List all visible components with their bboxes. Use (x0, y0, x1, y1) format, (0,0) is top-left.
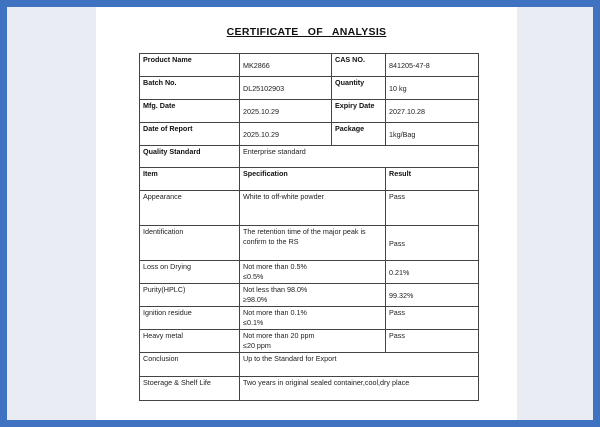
test-result: Pass (386, 330, 479, 353)
column-header-row (140, 168, 479, 191)
test-item: Loss on Drying (140, 261, 240, 284)
storage-label: Stoerage & Shelf Life (140, 377, 240, 401)
test-row (140, 191, 479, 226)
batch-no-label: Batch No. (140, 77, 240, 100)
info-row (140, 77, 479, 100)
test-specification (240, 307, 386, 330)
conclusion-row (140, 353, 479, 377)
expiry-date-value: 2027.10.28 (386, 100, 479, 123)
cas-no-label: CAS NO. (332, 54, 386, 77)
test-specification (240, 261, 386, 284)
specification-column-header: Specification (240, 168, 386, 191)
spec-text: Not more than 0.1% (243, 308, 307, 317)
test-row (140, 307, 479, 330)
mfg-date-value: 2025.10.29 (240, 100, 332, 123)
spec-text: Not more than 20 ppm (243, 331, 315, 340)
test-specification (240, 284, 386, 307)
spec-limit: ≤0.1% (243, 318, 264, 327)
test-row (140, 261, 479, 284)
expiry-date-label: Expiry Date (332, 100, 386, 123)
test-result: Pass (386, 191, 479, 226)
document-title: CERTIFICATE OF ANALYSIS (226, 26, 387, 38)
test-row (140, 226, 479, 261)
test-result: 0.21% (386, 261, 479, 284)
test-specification: White to off-white powder (240, 191, 386, 226)
test-row (140, 330, 479, 353)
spec-text: Not less than 98.0% (243, 285, 308, 294)
test-result: Pass (386, 307, 479, 330)
spec-limit: ≥98.0% (243, 295, 268, 304)
test-result: 99.32% (386, 284, 479, 307)
product-name-label: Product Name (140, 54, 240, 77)
coa-table (139, 53, 479, 401)
quantity-value: 10 kg (386, 77, 479, 100)
spec-limit: ≤20 ppm (243, 341, 271, 350)
test-item: Ignition residue (140, 307, 240, 330)
info-row (140, 123, 479, 146)
test-specification: The retention time of the major peak is confirm to the RS (240, 226, 386, 261)
test-item: Purity(HPLC) (140, 284, 240, 307)
quality-standard-label: Quality Standard (140, 146, 240, 168)
result-column-header: Result (386, 168, 479, 191)
quality-standard-row (140, 146, 479, 168)
package-value: 1kg/Bag (386, 123, 479, 146)
conclusion-label: Conclusion (140, 353, 240, 377)
report-date-label: Date of Report (140, 123, 240, 146)
conclusion-value: Up to the Standard for Export (240, 353, 479, 377)
test-specification (240, 330, 386, 353)
test-item: Identification (140, 226, 240, 261)
product-name-value: MK2866 (240, 54, 332, 77)
mfg-date-label: Mfg. Date (140, 100, 240, 123)
info-row (140, 54, 479, 77)
test-row (140, 284, 479, 307)
storage-value: Two years in original sealed container,cool,dry place (240, 377, 479, 401)
cas-no-value: 841205-47-8 (386, 54, 479, 77)
report-date-value: 2025.10.29 (240, 123, 332, 146)
quantity-label: Quantity (332, 77, 386, 100)
spec-text: Not more than 0.5% (243, 262, 307, 271)
test-item: Heavy metal (140, 330, 240, 353)
quality-standard-value: Enterprise standard (240, 146, 479, 168)
batch-no-value: DL25102903 (240, 77, 332, 100)
storage-row (140, 377, 479, 401)
package-label: Package (332, 123, 386, 146)
spec-limit: ≤0.5% (243, 272, 264, 281)
test-result: Pass (386, 226, 479, 261)
test-item: Appearance (140, 191, 240, 226)
item-column-header: Item (140, 168, 240, 191)
info-row (140, 100, 479, 123)
